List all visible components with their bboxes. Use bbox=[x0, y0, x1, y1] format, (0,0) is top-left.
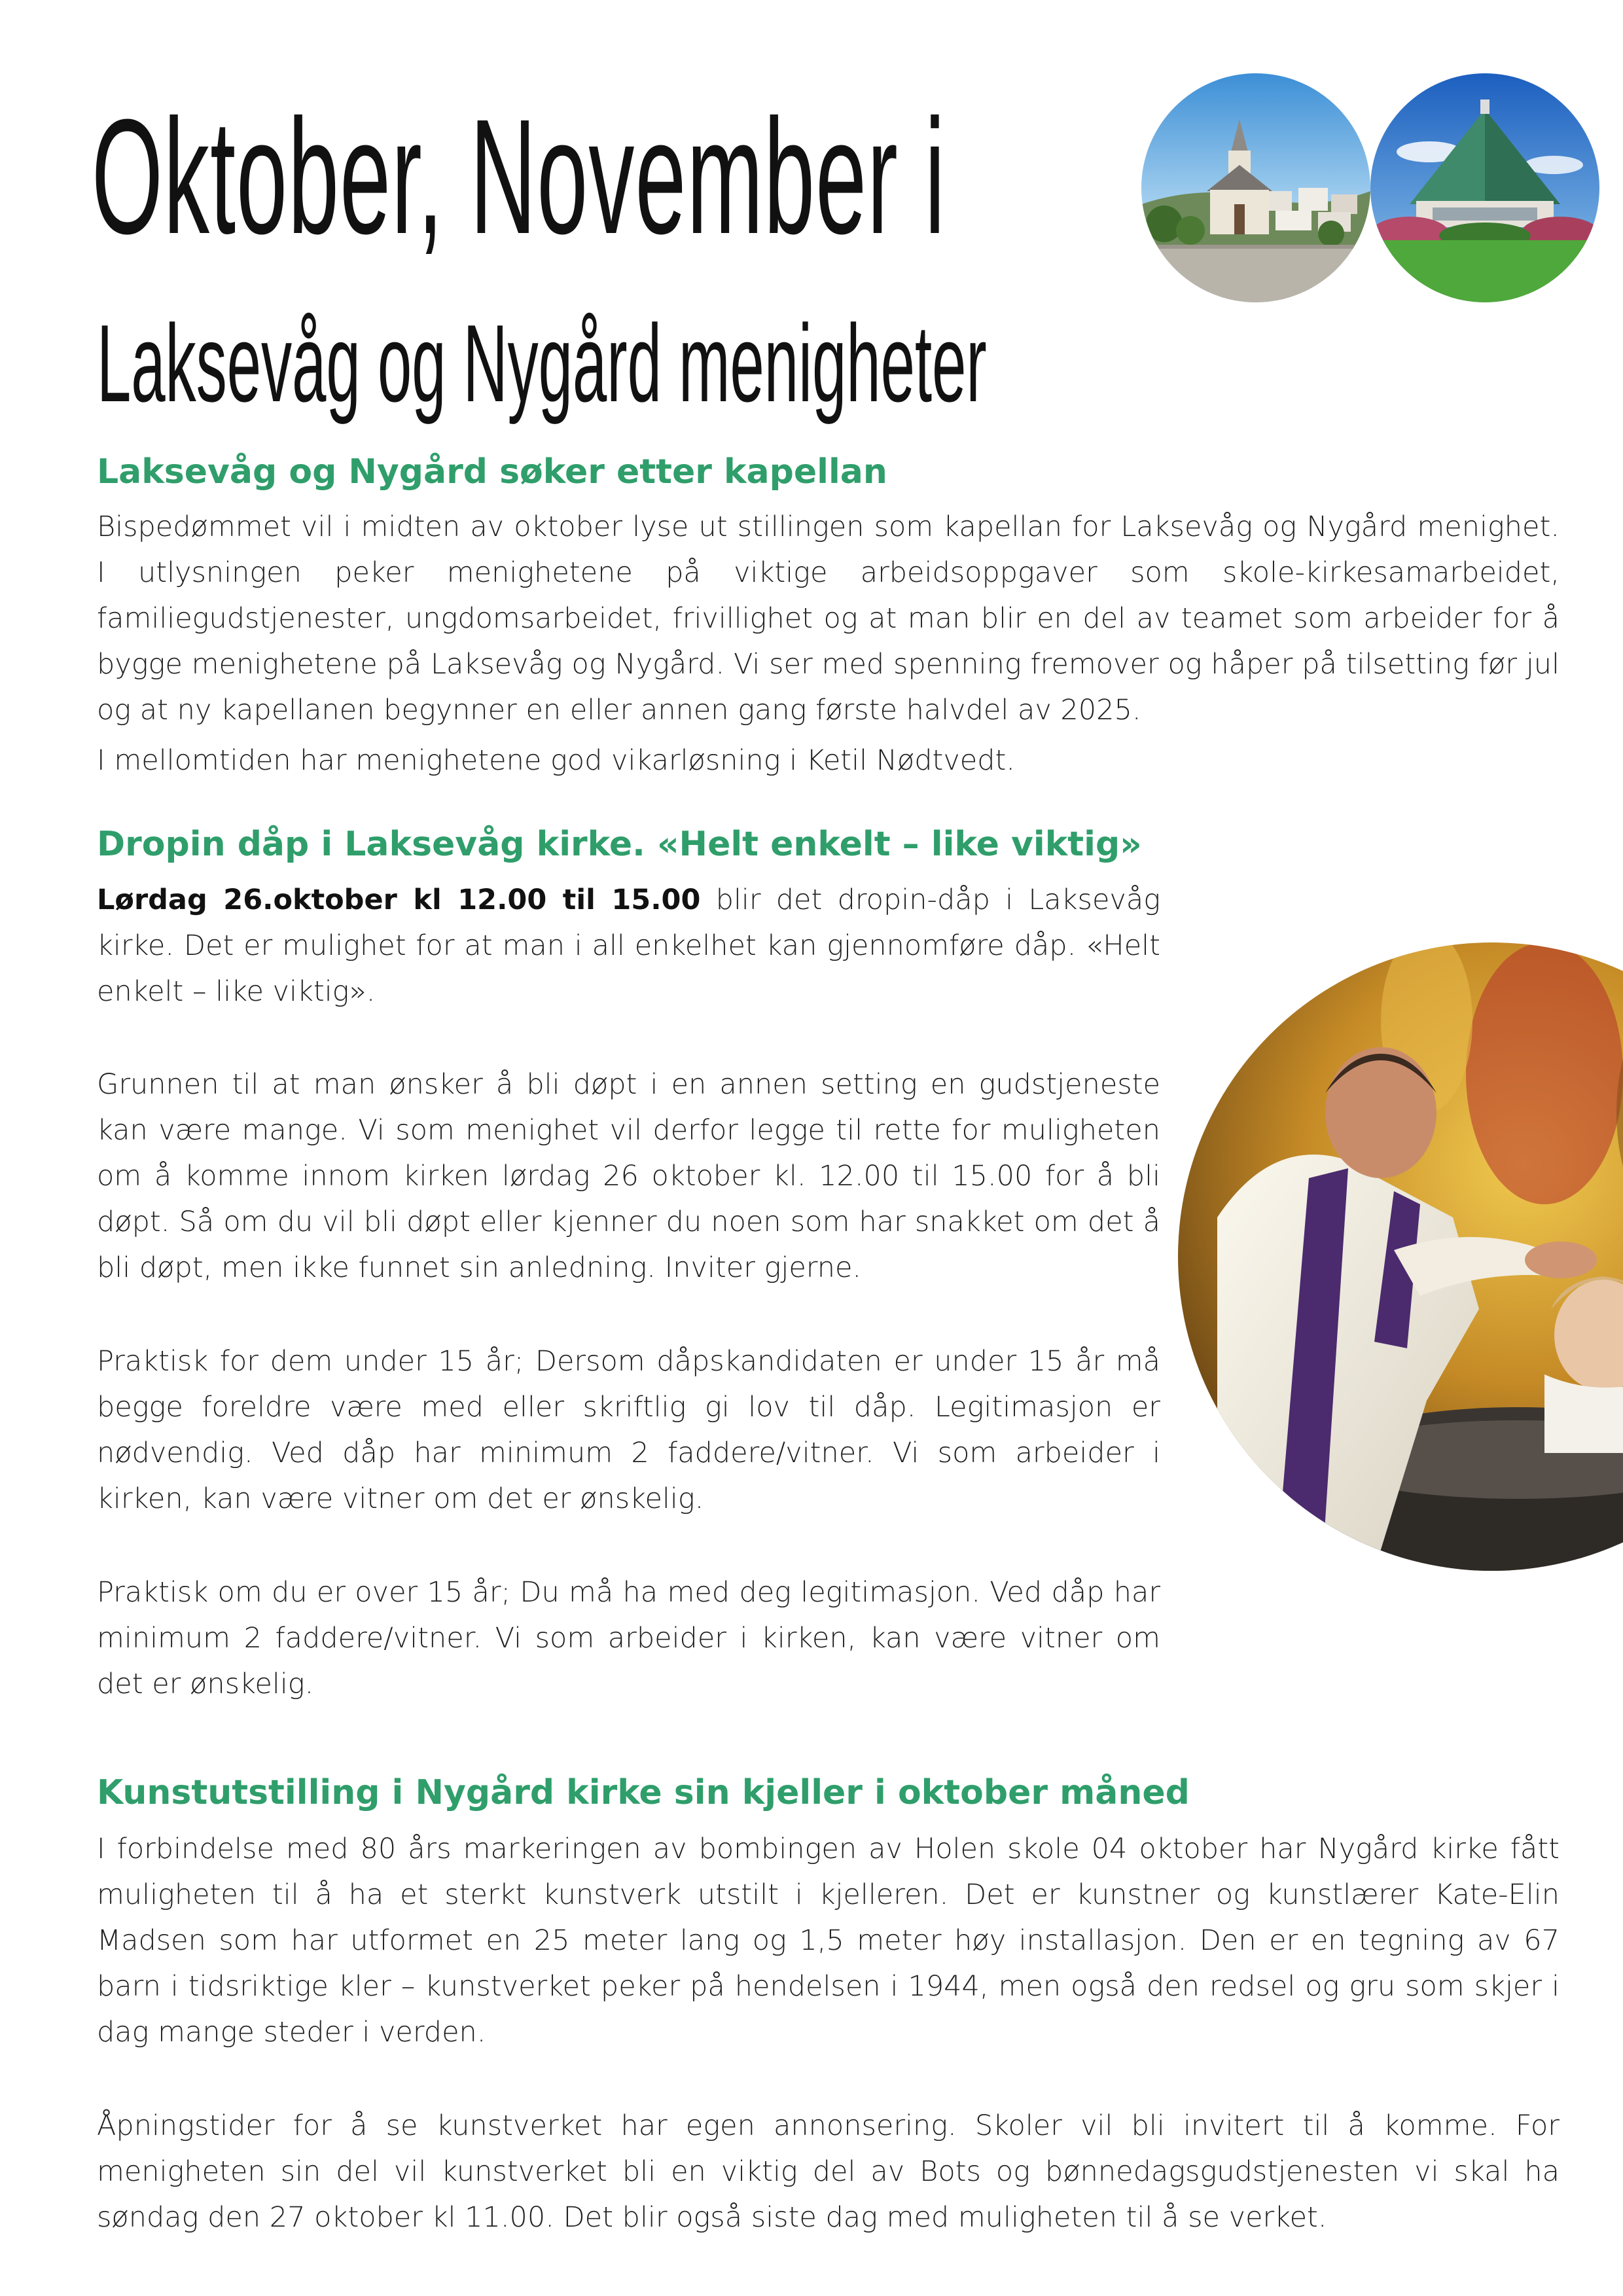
dropin-paragraph-1 bbox=[97, 877, 1160, 1014]
kapellan-paragraph: Bispedømmet vil i midten av oktober lyse ut stillingen som kapellan for Laksevåg og Nygård menighet. I utlysningen peker menighetene på viktige arbeidsoppgaver som skole-kirkesamarbeidet, familiegudstjenester, ungdomsarbeidet, frivillighet og at man blir en del av teamet som arbeider for å bygge menighetene på Laksevåg og Nygård. Vi ser med spenning fremover og håper på tilsetting før jul og at ny kapellanen begynner en eller annen gang første halvdel av 2025. bbox=[97, 511, 1560, 726]
page-subtitle: Laksevåg og Nygård menigheter bbox=[97, 302, 987, 425]
kapellan-paragraph-2: I mellomtiden har menighetene god vikarløsning i Ketil Nødtvedt. bbox=[97, 744, 1016, 777]
dropin-date-time: Lørdag 26.oktober kl 12.00 til 15.00 bbox=[97, 884, 701, 916]
kunst-heading: Kunstutstilling i Nygård kirke sin kjeller i oktober måned bbox=[97, 1773, 1190, 1812]
nygard-church-photo bbox=[1370, 73, 1599, 302]
dropin-heading: Dropin dåp i Laksevåg kirke. «Helt enkelt – like viktig» bbox=[97, 825, 1142, 864]
kapellan-heading: Laksevåg og Nygård søker etter kapellan bbox=[97, 452, 887, 492]
dropin-paragraph-2: Grunnen til at man ønsker å bli døpt i en annen setting en gudstjeneste kan være mange. Vi som menighet vil derfor legge til rette for muligheten om å komme innom kirken lørdag 26 oktober kl. 12.00 til 15.00 for å bli døpt. Så om du vil bli døpt eller kjenner du noen som har snakket om det å bli døpt, men ikke funnet sin anledning. Inviter gjerne. bbox=[97, 1068, 1160, 1284]
kunst-paragraph-2: Åpningstider for å se kunstverket har egen annonsering. Skoler vil bli invitert til å komme. For menigheten sin del vil kunstverket bli en viktig del av Bots og bønnedagsgudstjenesten vi skal ha søndag den 27 oktober kl 11.00. Det blir også siste dag med muligheten til å se verket. bbox=[97, 2109, 1560, 2234]
dropin-paragraph-1-rest: blir det dropin-dåp i Laksevåg kirke. Det er mulighet for at man i all enkelhet kan gjennomføre dåp. «Helt enkelt – like viktig». bbox=[97, 884, 1160, 1008]
kunst-paragraph-1: I forbindelse med 80 års markeringen av bombingen av Holen skole 04 oktober har Nygård kirke fått muligheten til å ha et sterkt kunstverk utstilt i kjelleren. Det er kunstner og kunstlærer Kate-Elin Madsen som har utformet en 25 meter lang og 1,5 meter høy installasjon. Den er en tegning av 67 barn i tidsriktige kler – kunstverket peker på hendelsen i 1944, men også den redsel og gru som skjer i dag mange steder i verden. bbox=[97, 1833, 1560, 2049]
dropin-paragraph-4: Praktisk om du er over 15 år; Du må ha med deg legitimasjon. Ved dåp har minimum 2 faddere/vitner. Vi som arbeider i kirken, kan være vitner om det er ønskelig. bbox=[97, 1576, 1160, 1700]
dropin-paragraph-3: Praktisk for dem under 15 år; Dersom dåpskandidaten er under 15 år må begge foreldre være med eller skriftlig gi lov til dåp. Legitimasjon er nødvendig. Ved dåp har minimum 2 faddere/vitner. Vi som arbeider i kirken, kan være vitner om det er ønskelig. bbox=[97, 1345, 1160, 1515]
page-title: Oktober, November i bbox=[92, 85, 946, 268]
laksevag-church-photo bbox=[1141, 73, 1370, 302]
baptism-photo bbox=[1178, 942, 1623, 1571]
